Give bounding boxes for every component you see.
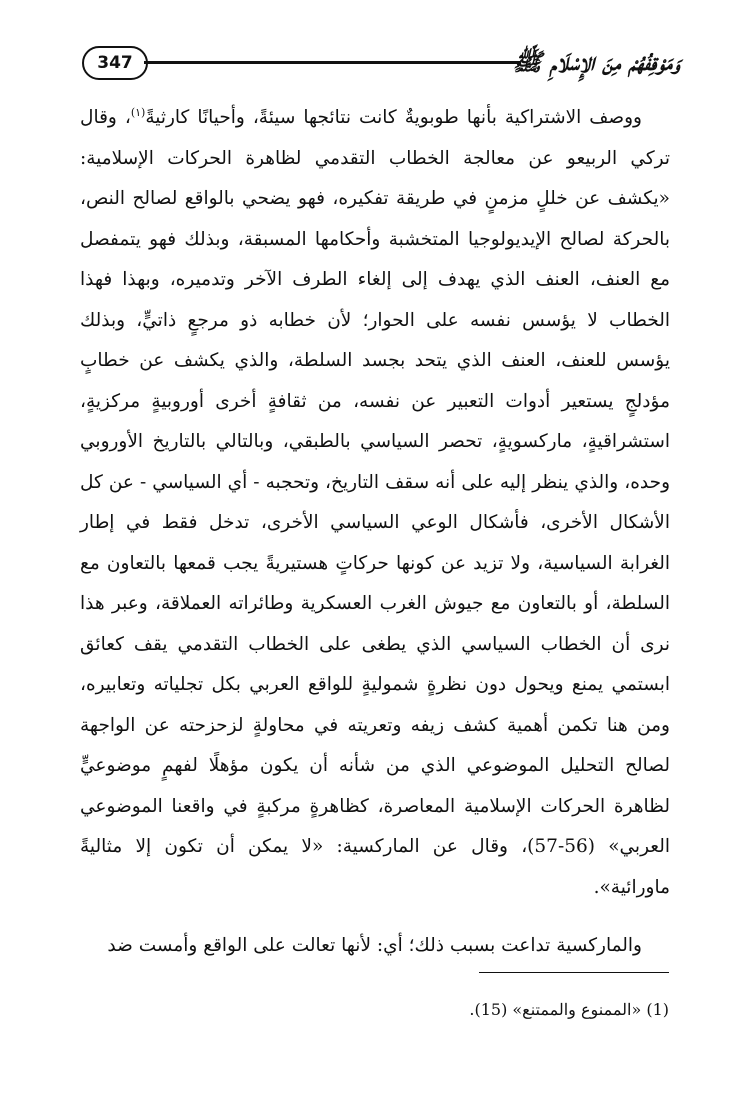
paragraph-1-text: ووصف الاشتراكية بأنها طوبويةٌ كانت نتائجها سيئةً، وأحيانًا كارثيةً xyxy=(145,107,642,128)
footnote-divider xyxy=(479,972,669,973)
paragraph-2: والماركسية تداعت بسبب ذلك؛ أي: لأنها تعالت على الواقع وأمست ضد xyxy=(107,935,642,956)
running-title: وَمَوْقِفُهُمْ مِنَ الإِسْلَامِ ﷺ xyxy=(512,47,680,76)
page-header xyxy=(80,40,680,88)
footnote: (1) «الممنوع والممتنع» (15). xyxy=(469,1000,669,1019)
paragraph-1 xyxy=(80,98,670,908)
header-rule xyxy=(144,61,520,64)
paragraph-1-continuation: ، وقال تركي الربيعو عن معالجة الخطاب التقدمي لظاهرة الحركات الإسلامية: «يكشف عن خللٍ مزمنٍ في طريقة تفكيره، فهو يضحي بالواقع لصالح النص، بالحركة لصالح الإيديولوجيا المتخشبة وأحكامها المسبقة، وبذلك فهو يتمفصل مع العنف، العنف الذي يهدف إلى إلغاء الطرف الآخر وتدميره، وبهذا فهذا الخطاب لا يؤسس نفسه على الحوار؛ لأن خطابه ذو مرجعٍ ذاتيٍّ، وبذلك يؤسس للعنف، العنف الذي يتحد بجسد السلطة، والذي يكشف عن خطابٍ مؤدلجٍ يستعير أدوات التعبير عن نفسه، من ثقافةٍ أخرى أوروبيةٍ مركزيةٍ، استشراقيةٍ، ماركسويةٍ، تحصر السياسي بالطبقي، وبالتالي بالتاريخ الأوروبي وحده، والذي ينظر إليه على أنه سقف التاريخ، وتحجبه - أي السياسي - عن كل الأشكال الأخرى، فأشكال الوعي السياسي الأخرى، تدخل فقط في إطار الغرابة السياسية، ولا تزيد عن كونها حركاتٍ هستيريةً يجب قمعها بالتعاون مع السلطة، أو بالتعاون مع جيوش الغرب العسكرية وطائراته العملاقة، وعبر هذا نرى أن الخطاب السياسي الذي يطغى على الخطاب التقدمي يقف كعائق ابستمي يمنع ويحول دون نظرةٍ شموليةٍ للواقع العربي بكل تجلياته وتعابيره، ومن هنا تكمن أهمية كشف زيفه وتعريته في محاولةٍ لزحزحته عن الواجهة لصالح التحليل الموضوعي الذي من شأنه أن يكون مؤهلًا لفهمٍ موضوعيٍّ لظاهرة الحركات الإسلامية المعاصرة، كظاهرةٍ مركبةٍ في واقعنا الموضوعي العربي» (56-57)، وقال عن الماركسية: «لا يمكن أن تكون إلا مثاليةً ماورائية». xyxy=(80,107,670,898)
body-text xyxy=(80,98,670,967)
footnote-marker: (١) xyxy=(130,105,146,119)
page-number: 347 xyxy=(82,46,148,80)
